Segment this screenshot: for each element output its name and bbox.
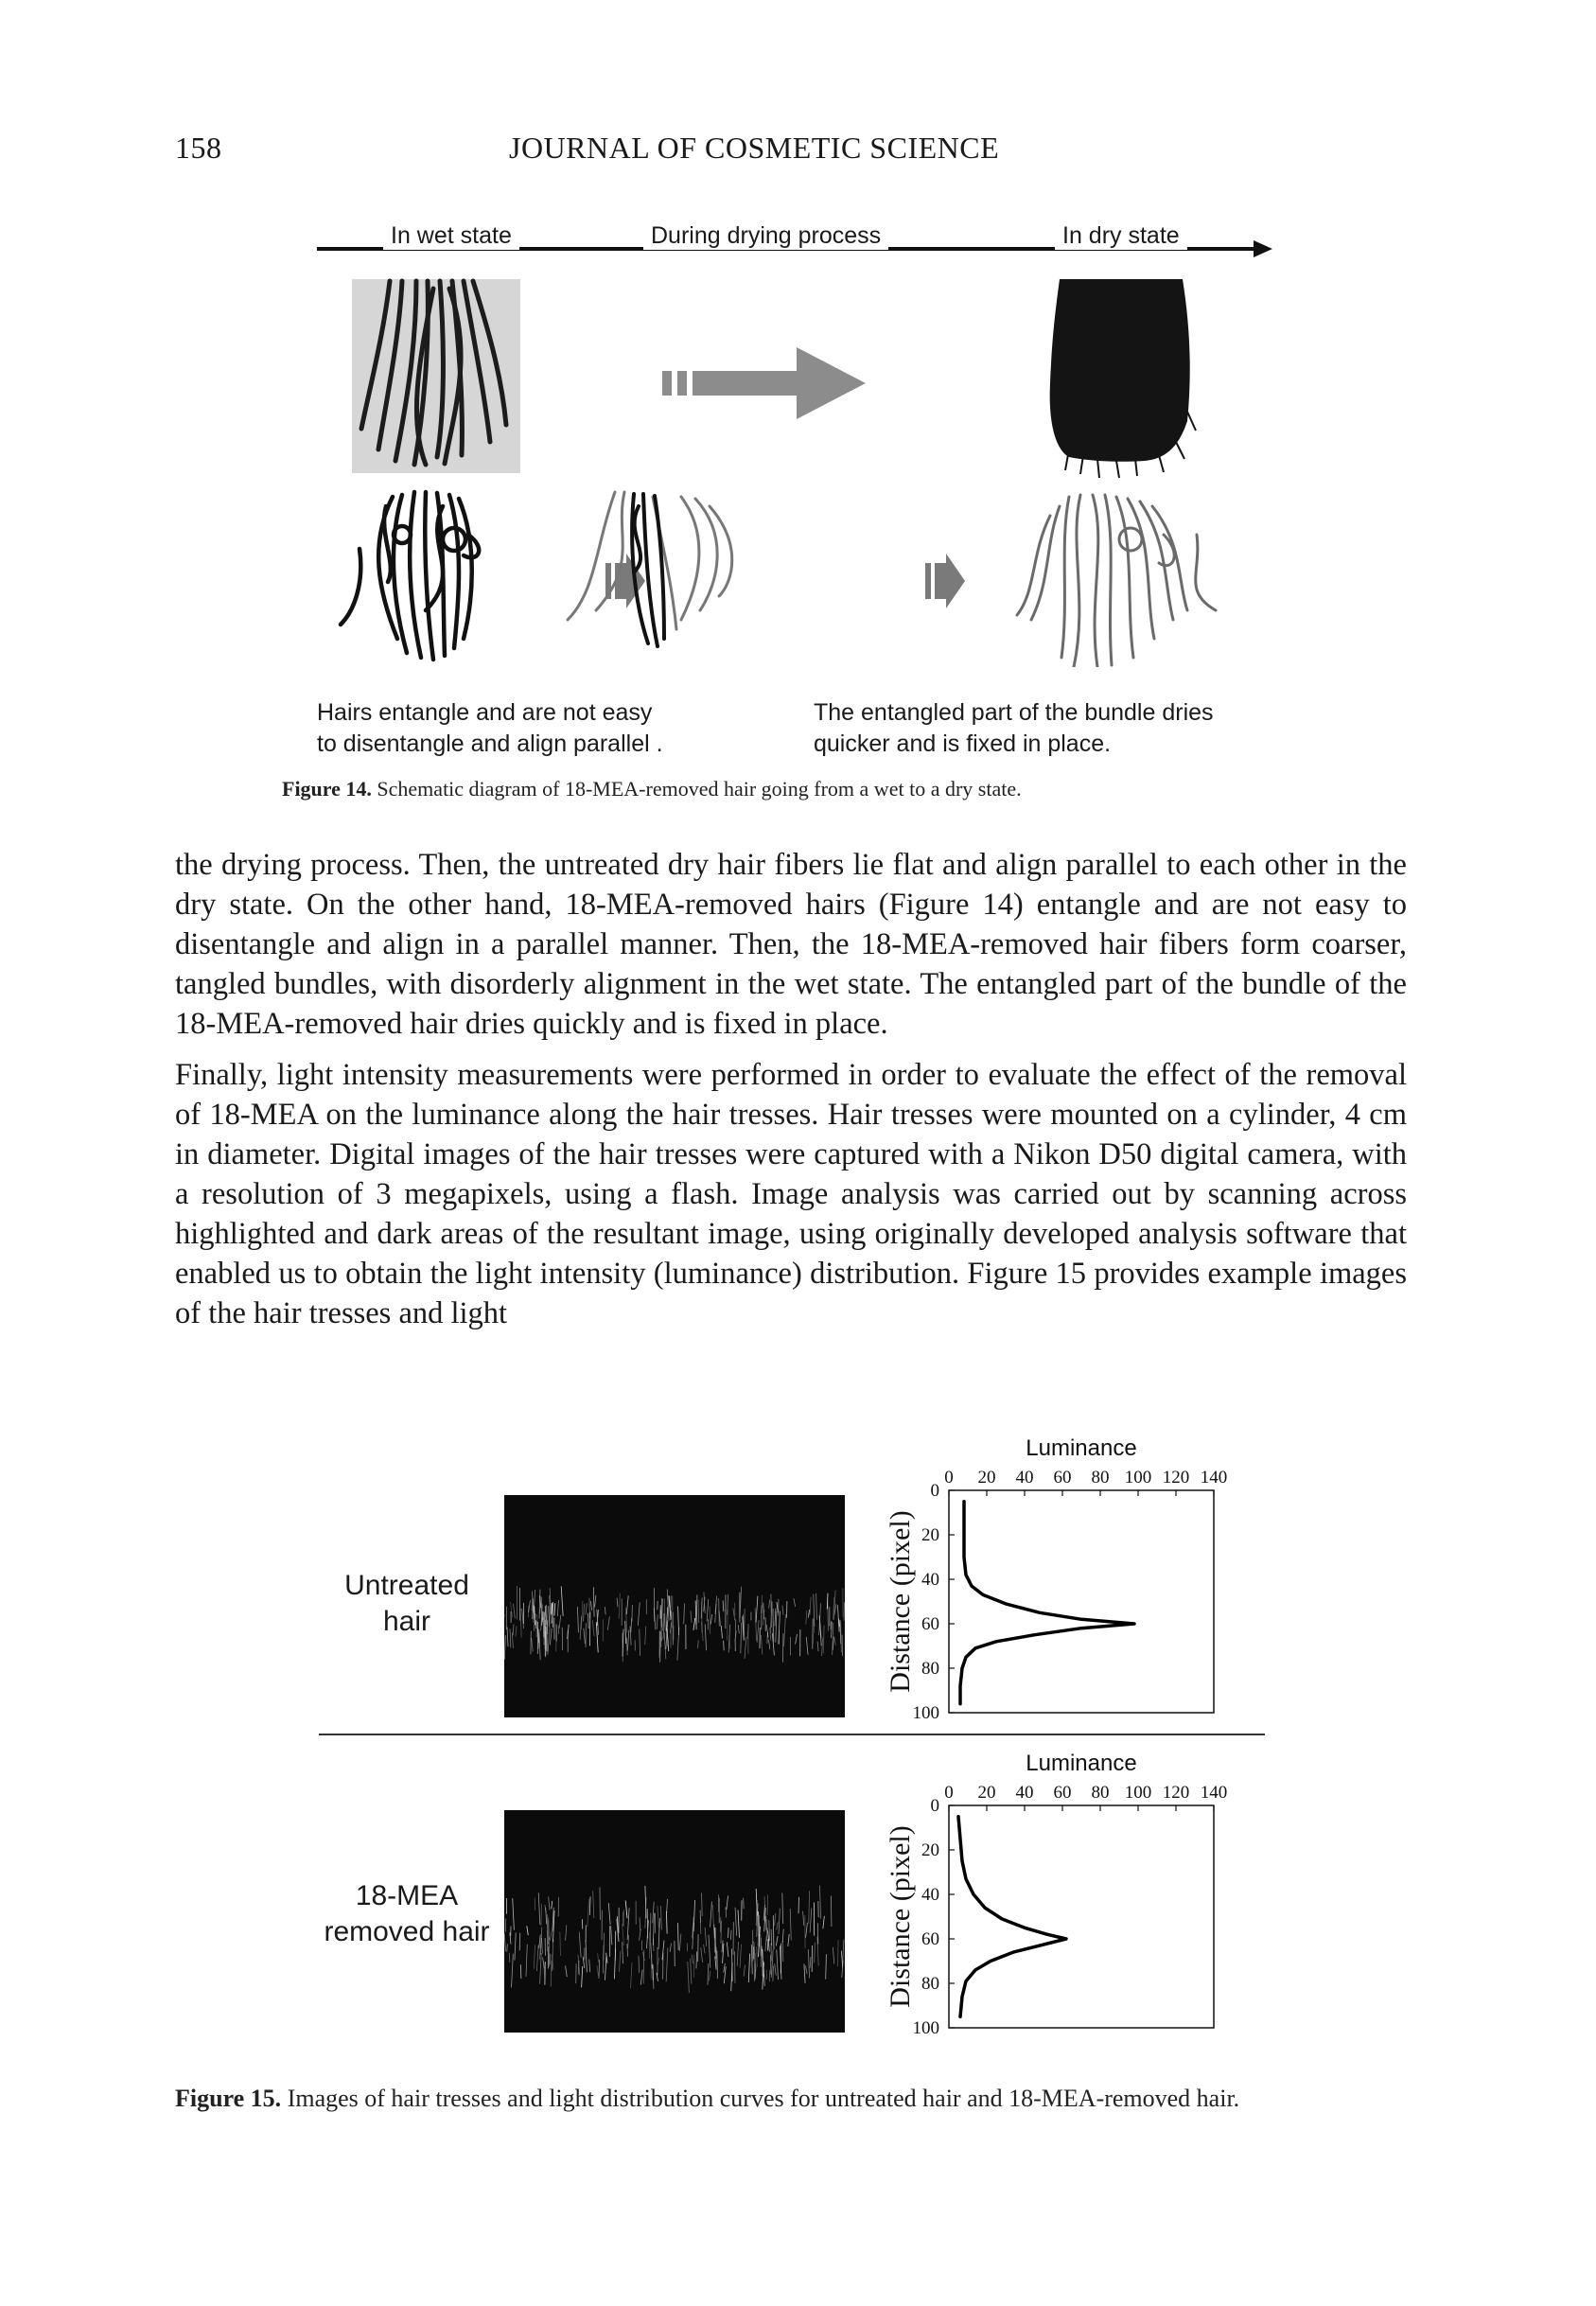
x-tick-label: 140 — [1200, 1468, 1228, 1487]
dry-schematic — [1017, 495, 1216, 667]
x-tick-label: 80 — [1091, 1783, 1110, 1803]
figure-14-graphic — [312, 222, 1277, 667]
removed-tress-image — [504, 1810, 845, 2033]
arrow-small-2 — [925, 554, 965, 608]
figure-15-caption-text: Images of hair tresses and light distribution curves for untreated hair and 18-MEA-removed hair. — [281, 2085, 1240, 2112]
x-tick-label: 100 — [1124, 1468, 1152, 1487]
y-tick-label: 20 — [921, 1840, 939, 1860]
paragraph-2: Finally, light intensity measurements were performed in order to evaluate the effect of the removal of 18-MEA on the luminance along the hair tresses. Hair tresses were mounted on a cylinder, 4 cm in diameter. Digital images of the hair tresses were captured with a Nikon D50 digital camera, with a resolution of 3 megapixels, using a flash. Image analysis was carried out by scanning across highlighted and dark areas of the resultant image, using originally developed analysis software that enabled us to obtain the light intensity (luminance) distribution. Figure 15 provides example images of the hair tresses and light — [175, 1058, 1407, 1330]
luminance-chart-removed — [870, 1744, 1268, 2047]
tress-fiber — [773, 1966, 774, 1981]
y-tick-label: 80 — [921, 1659, 939, 1679]
untreated-label-line-2: hair — [382, 1606, 431, 1637]
figure-divider — [319, 1734, 1265, 1735]
figure-15-caption-label: Figure 15. — [175, 2085, 282, 2112]
x-tick-label: 60 — [1053, 1783, 1072, 1803]
x-tick-label: 40 — [1015, 1468, 1034, 1487]
x-tick-label: 60 — [1053, 1468, 1072, 1487]
x-tick-label: 20 — [977, 1468, 996, 1487]
dry-hair-photo — [1050, 279, 1196, 478]
untreated-hair-label — [312, 1568, 501, 1640]
drying-schematic — [568, 492, 732, 646]
x-tick-label: 20 — [977, 1783, 996, 1803]
luminance-curve — [958, 1817, 1066, 2017]
y-tick-label: 60 — [921, 1614, 939, 1634]
y-tick-label: 100 — [912, 2018, 939, 2038]
right-note-line-1: The entangled part of the bundle dries — [814, 699, 1214, 726]
stage-label-wet: In wet state — [383, 222, 519, 250]
untreated-tress-image — [504, 1495, 845, 1717]
removed-hair-label — [303, 1878, 511, 1950]
untreated-label-line-1: Untreated — [344, 1570, 469, 1601]
x-tick-label: 40 — [1015, 1783, 1034, 1803]
figure-15-caption — [175, 2082, 1407, 2116]
y-tick-label: 80 — [921, 1974, 939, 1994]
x-axis-label: Luminance — [1026, 1751, 1137, 1776]
y-tick-label: 40 — [921, 1885, 939, 1905]
y-axis-label: Distance (pixel) — [885, 1825, 916, 2008]
journal-title: JOURNAL OF COSMETIC SCIENCE — [509, 131, 1000, 165]
figure-14-caption-text: Schematic diagram of 18-MEA-removed hair going from a wet to a dry state. — [371, 777, 1022, 801]
y-tick-label: 0 — [930, 1481, 939, 1501]
body-text — [175, 845, 1407, 1345]
left-note-line-1: Hairs entangle and are not easy — [317, 699, 653, 726]
figure-14-caption — [282, 777, 1022, 801]
tress-fiber — [744, 1898, 745, 1909]
x-axis-label: Luminance — [1026, 1435, 1137, 1461]
tress-fiber — [782, 1633, 783, 1663]
plot-frame — [949, 1490, 1214, 1713]
figure-15 — [312, 1429, 1277, 2053]
tress-fiber — [724, 1641, 725, 1651]
luminance-chart-untreated — [870, 1429, 1268, 1732]
stage-label-dry: In dry state — [1055, 222, 1187, 250]
removed-label-line-2: removed hair — [324, 1916, 490, 1947]
x-tick-label: 120 — [1162, 1468, 1190, 1487]
entangled-wet-schematic — [341, 492, 479, 660]
figure-14 — [282, 222, 1277, 801]
y-tick-label: 20 — [921, 1525, 939, 1545]
plot-frame — [949, 1805, 1214, 2028]
tress-fiber — [700, 1916, 701, 1934]
left-note — [317, 697, 663, 760]
x-tick-label: 100 — [1124, 1783, 1152, 1803]
drying-arrow — [662, 347, 866, 419]
x-tick-label: 0 — [944, 1468, 954, 1487]
removed-label-line-1: 18-MEA — [355, 1880, 459, 1911]
tress-fiber — [588, 1613, 589, 1628]
stage-label-drying: During drying process — [643, 222, 888, 250]
luminance-curve — [960, 1502, 1134, 1704]
right-note — [814, 697, 1214, 760]
x-tick-label: 120 — [1162, 1783, 1190, 1803]
figure-14-caption-label: Figure 14. — [282, 777, 372, 801]
paragraph-1: the drying process. Then, the untreated dry hair fibers lie flat and align parallel to each other in the dry state. On the other hand, 18-MEA-removed hairs (Figure 14) entangle and are not easy to disentangle and align in a parallel manner. Then, the 18-MEA-removed hair fibers form coarser, tangled bundles, with disorderly alignment in the wet state. The entangled part of the bundle of the 18-MEA-removed hair dries quickly and is fixed in place. — [175, 848, 1407, 1041]
wet-hair-photo — [352, 279, 520, 473]
y-tick-label: 40 — [921, 1570, 939, 1590]
x-tick-label: 140 — [1200, 1783, 1228, 1803]
x-tick-label: 0 — [944, 1783, 954, 1803]
y-tick-label: 100 — [912, 1703, 939, 1723]
y-tick-label: 0 — [930, 1796, 939, 1816]
left-note-line-2: to disentangle and align parallel . — [317, 731, 663, 757]
y-tick-label: 60 — [921, 1929, 939, 1949]
y-axis-label: Distance (pixel) — [885, 1510, 916, 1693]
x-tick-label: 80 — [1091, 1468, 1110, 1487]
right-note-line-2: quicker and is fixed in place. — [814, 731, 1112, 757]
page-number: 158 — [175, 131, 222, 165]
